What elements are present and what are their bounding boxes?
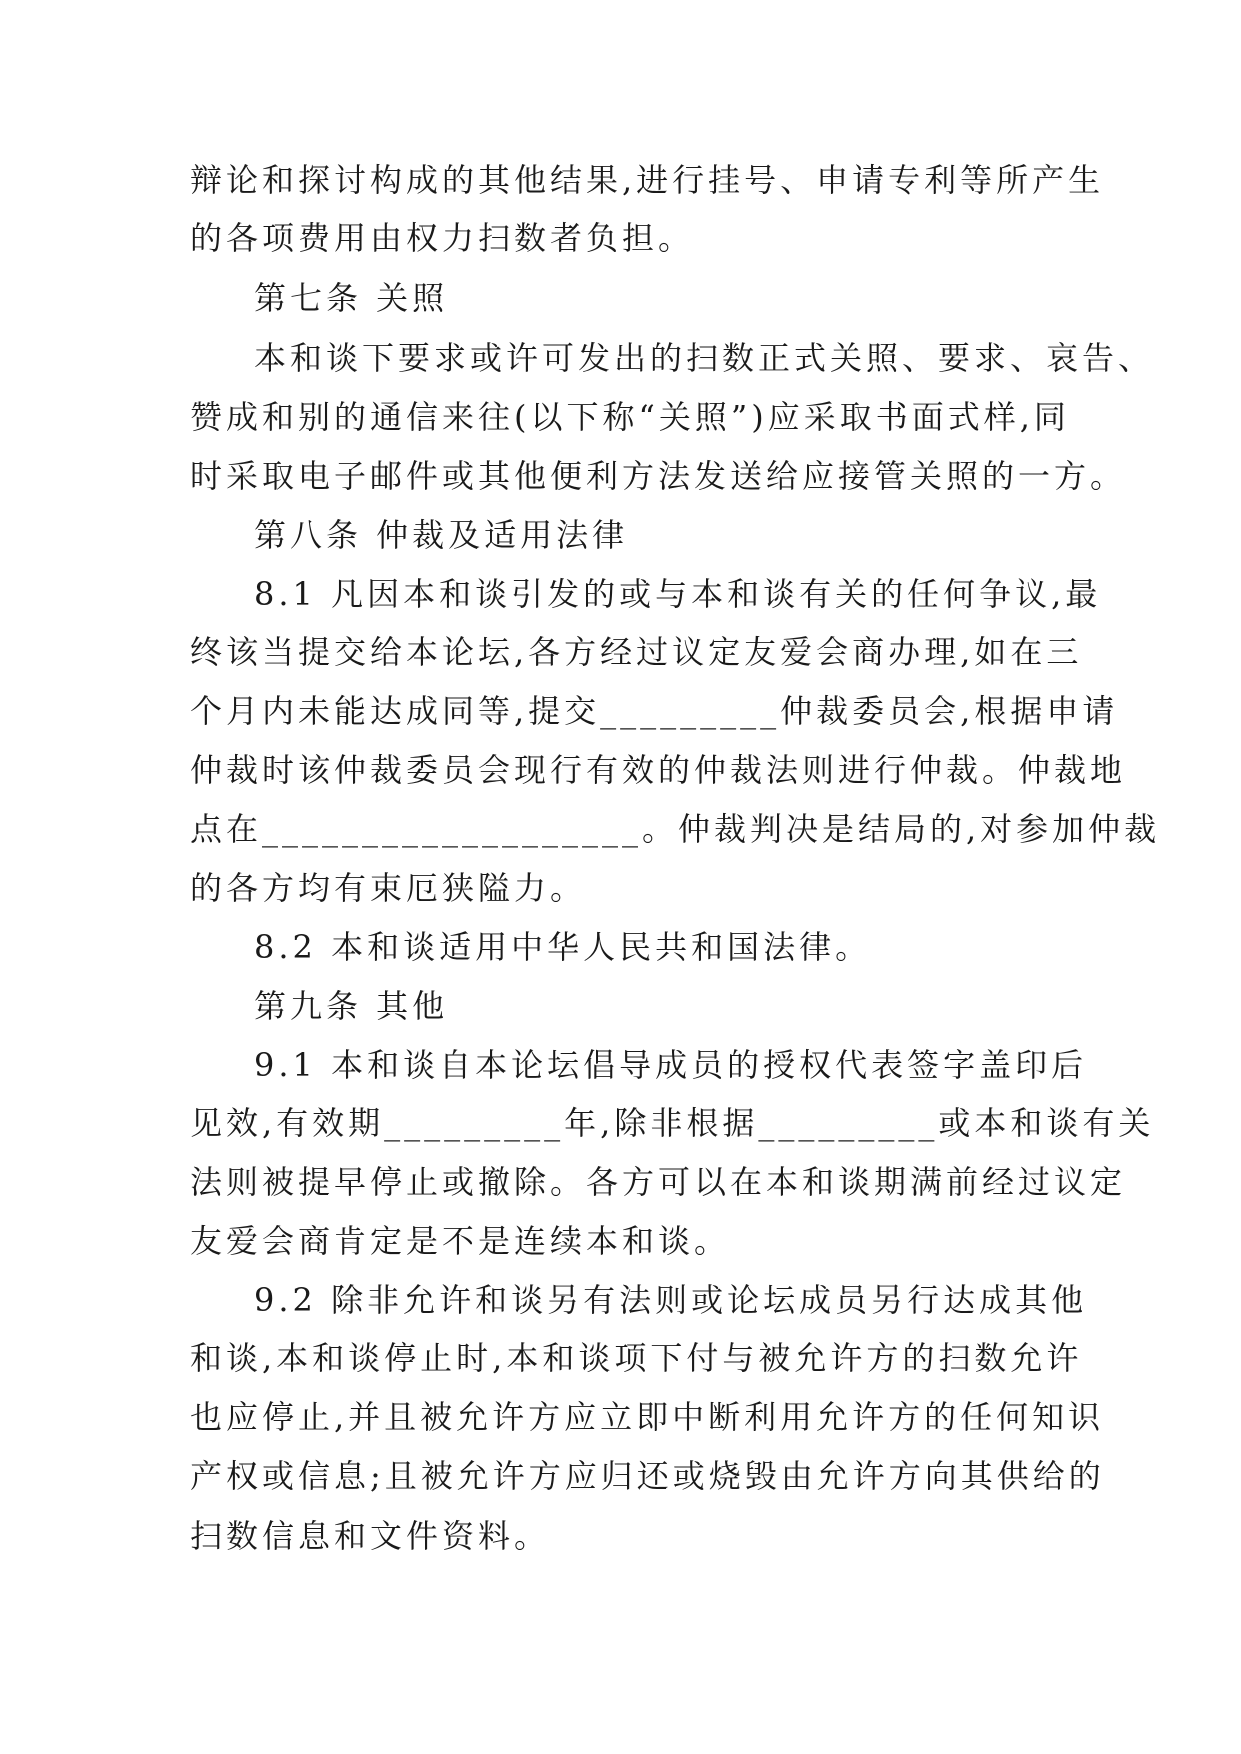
paragraph-line: 个月内未能达成同等,提交_________仲裁委员会,根据申请 xyxy=(190,692,1119,730)
clause-9-1-line: 9.1 本和谈自本论坛倡导成员的授权代表签字盖印后 xyxy=(254,1046,1088,1084)
paragraph-line: 辩论和探讨构成的其他结果,进行挂号、申请专利等所产生 xyxy=(190,161,1105,199)
paragraph-line: 的各方均有束厄狭隘力。 xyxy=(190,869,587,907)
paragraph-line: 见效,有效期_________年,除非根据_________或本和谈有关 xyxy=(190,1104,1155,1142)
paragraph-line: 终该当提交给本论坛,各方经过议定友爱会商办理,如在三 xyxy=(190,633,1083,671)
section-heading-article-9: 第九条 其他 xyxy=(254,987,449,1025)
paragraph-line: 本和谈下要求或许可发出的扫数正式关照、要求、哀告、 xyxy=(254,339,1155,377)
paragraph-line: 也应停止,并且被允许方应立即中断利用允许方的任何知识 xyxy=(190,1398,1105,1436)
section-heading-article-7: 第七条 关照 xyxy=(254,279,449,317)
paragraph-line: 点在___________________。仲裁判决是结局的,对参加仲裁 xyxy=(190,810,1161,848)
section-heading-article-8: 第八条 仲裁及适用法律 xyxy=(254,516,629,554)
clause-8-1-line: 8.1 凡因本和谈引发的或与本和谈有关的任何争议,最 xyxy=(254,575,1102,613)
clause-9-2-line: 9.2 除非允许和谈另有法则或论坛成员另行达成其他 xyxy=(254,1281,1088,1319)
paragraph-line: 法则被提早停止或撤除。各方可以在本和谈期满前经过议定 xyxy=(190,1163,1127,1201)
paragraph-line: 产权或信息;且被允许方应归还或烧毁由允许方向其供给的 xyxy=(190,1457,1105,1495)
paragraph-line: 赞成和别的通信来往(以下称“关照”)应采取书面式样,同 xyxy=(190,398,1070,436)
paragraph-line: 扫数信息和文件资料。 xyxy=(190,1517,551,1555)
clause-8-2-line: 8.2 本和谈适用中华人民共和国法律。 xyxy=(254,928,872,966)
paragraph-line: 和谈,本和谈停止时,本和谈项下付与被允许方的扫数允许 xyxy=(190,1339,1083,1377)
paragraph-line: 的各项费用由权力扫数者负担。 xyxy=(190,219,695,257)
paragraph-line: 时采取电子邮件或其他便利方法发送给应接管关照的一方。 xyxy=(190,457,1127,495)
paragraph-line: 仲裁时该仲裁委员会现行有效的仲裁法则进行仲裁。仲裁地 xyxy=(190,751,1127,789)
paragraph-line: 友爱会商肯定是不是连续本和谈。 xyxy=(190,1222,731,1260)
